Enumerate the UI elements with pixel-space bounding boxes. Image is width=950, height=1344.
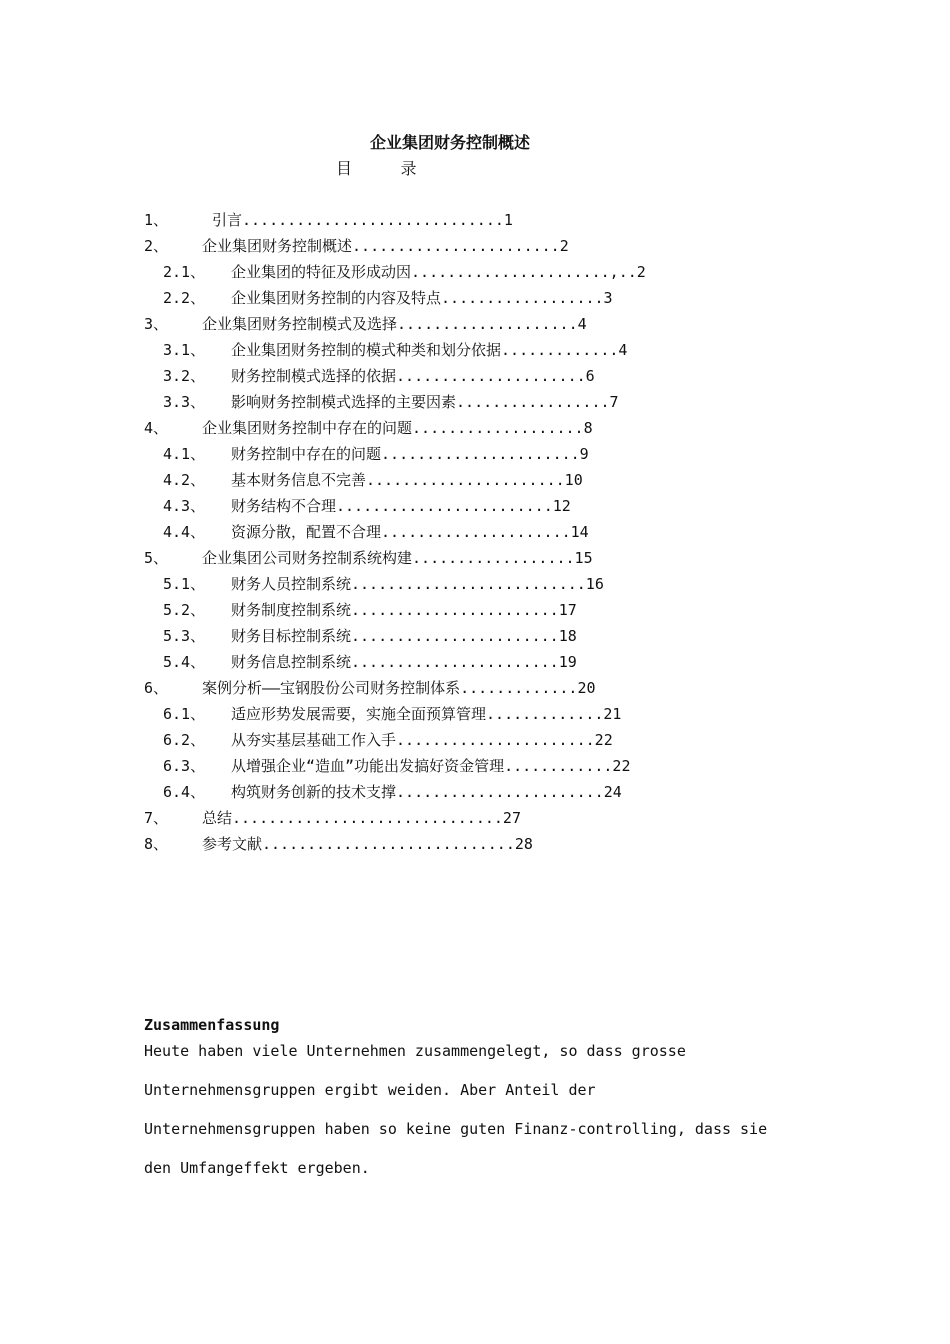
toc-entry-text: 企业集团财务控制的内容及特点..................3 bbox=[231, 289, 613, 307]
document-title: 企业集团财务控制概述 bbox=[369, 133, 530, 152]
toc-entry-text: 从夯实基层基础工作入手......................22 bbox=[231, 731, 613, 749]
toc-entry-number: 5、 bbox=[144, 549, 169, 567]
toc-entry-number: 2.2、 bbox=[163, 289, 206, 307]
toc-entry-number: 5.3、 bbox=[163, 627, 206, 645]
toc-entry-number: 3.1、 bbox=[163, 341, 206, 359]
toc-entry-text: 财务制度控制系统.......................17 bbox=[231, 601, 577, 619]
toc-heading: 目 录 bbox=[336, 159, 419, 178]
toc-entry-number: 6.2、 bbox=[163, 731, 206, 749]
abstract-line: Unternehmensgruppen haben so keine guten Finanz-controlling, dass sie bbox=[144, 1120, 768, 1138]
toc-entry-text: 企业集团财务控制中存在的问题...................8 bbox=[202, 419, 593, 437]
toc-entry-text: 影响财务控制模式选择的主要因素.................7 bbox=[231, 393, 619, 411]
toc-entry bbox=[0, 649, 950, 675]
toc-entry-text: 总结..............................27 bbox=[202, 809, 521, 827]
toc-entry bbox=[0, 441, 950, 467]
toc-entry-text: 财务控制中存在的问题......................9 bbox=[231, 445, 589, 463]
toc-entry-number: 4.1、 bbox=[163, 445, 206, 463]
toc-entry-number: 3.2、 bbox=[163, 367, 206, 385]
toc-entry bbox=[0, 597, 950, 623]
toc-entry-number: 6.1、 bbox=[163, 705, 206, 723]
toc-entry-text: 资源分散，配置不合理.....................14 bbox=[231, 523, 589, 541]
toc-entry-text: 适应形势发展需要，实施全面预算管理.............21 bbox=[231, 705, 622, 723]
toc-entry-number: 5.2、 bbox=[163, 601, 206, 619]
toc-entry-number: 4.3、 bbox=[163, 497, 206, 515]
toc-entry-number: 3.3、 bbox=[163, 393, 206, 411]
toc-entry-text: 企业集团公司财务控制系统构建..................15 bbox=[202, 549, 593, 567]
toc-entry bbox=[0, 363, 950, 389]
abstract-line: Heute haben viele Unternehmen zusammengelegt, so dass grosse bbox=[144, 1042, 686, 1060]
toc-entry bbox=[0, 675, 950, 701]
toc-entry-text: 财务目标控制系统.......................18 bbox=[231, 627, 577, 645]
abstract-line: den Umfangeffekt ergeben. bbox=[144, 1159, 370, 1177]
toc-entry bbox=[0, 779, 950, 805]
toc-entry-text: 企业集团财务控制概述.......................2 bbox=[202, 237, 569, 255]
toc-entry-number: 6.4、 bbox=[163, 783, 206, 801]
toc-entry-number: 8、 bbox=[144, 835, 169, 853]
toc-entry-number: 3、 bbox=[144, 315, 169, 333]
toc-entry-text: 从增强企业“造血”功能出发搞好资金管理............22 bbox=[231, 757, 631, 775]
table-of-contents bbox=[0, 207, 950, 857]
toc-entry-text: 参考文献............................28 bbox=[202, 835, 533, 853]
toc-entry bbox=[0, 727, 950, 753]
toc-entry-text: 企业集团财务控制模式及选择....................4 bbox=[202, 315, 587, 333]
toc-entry bbox=[0, 571, 950, 597]
toc-entry bbox=[0, 753, 950, 779]
toc-entry-number: 4、 bbox=[144, 419, 169, 437]
toc-entry-number: 7、 bbox=[144, 809, 169, 827]
toc-entry bbox=[0, 623, 950, 649]
toc-entry-number: 4.4、 bbox=[163, 523, 206, 541]
toc-entry-text: 企业集团财务控制的模式种类和划分依据.............4 bbox=[231, 341, 628, 359]
toc-entry-text: 构筑财务创新的技术支撑.......................24 bbox=[231, 783, 622, 801]
toc-entry-number: 4.2、 bbox=[163, 471, 206, 489]
toc-entry-text: 财务结构不合理........................12 bbox=[231, 497, 571, 515]
toc-entry bbox=[0, 259, 950, 285]
toc-entry bbox=[0, 389, 950, 415]
toc-entry bbox=[0, 701, 950, 727]
abstract-line: Unternehmensgruppen ergibt weiden. Aber Anteil der bbox=[144, 1081, 596, 1099]
toc-entry bbox=[0, 493, 950, 519]
toc-entry-text: 引言.............................1 bbox=[212, 211, 513, 229]
toc-entry bbox=[0, 831, 950, 857]
toc-entry-number: 6.3、 bbox=[163, 757, 206, 775]
toc-entry bbox=[0, 311, 950, 337]
toc-entry-text: 财务信息控制系统.......................19 bbox=[231, 653, 577, 671]
toc-entry-text: 案例分析——宝钢股份公司财务控制体系.............20 bbox=[202, 679, 596, 697]
toc-entry bbox=[0, 467, 950, 493]
toc-entry-number: 5.1、 bbox=[163, 575, 206, 593]
toc-entry-text: 企业集团的特征及形成动因......................,..2 bbox=[231, 263, 646, 281]
toc-entry-text: 财务人员控制系统..........................16 bbox=[231, 575, 604, 593]
toc-entry bbox=[0, 415, 950, 441]
toc-entry-number: 2.1、 bbox=[163, 263, 206, 281]
toc-entry bbox=[0, 337, 950, 363]
toc-entry-number: 1、 bbox=[144, 211, 169, 229]
toc-entry bbox=[0, 519, 950, 545]
toc-entry bbox=[0, 805, 950, 831]
toc-entry-number: 2、 bbox=[144, 237, 169, 255]
toc-entry-number: 6、 bbox=[144, 679, 169, 697]
toc-entry-text: 基本财务信息不完善......................10 bbox=[231, 471, 583, 489]
toc-entry-text: 财务控制模式选择的依据.....................6 bbox=[231, 367, 595, 385]
toc-entry-number: 5.4、 bbox=[163, 653, 206, 671]
toc-entry bbox=[0, 285, 950, 311]
abstract-section bbox=[144, 1013, 844, 1193]
toc-entry bbox=[0, 545, 950, 571]
abstract-title: Zusammenfassung bbox=[144, 1016, 280, 1034]
toc-entry bbox=[0, 207, 950, 233]
toc-entry bbox=[0, 233, 950, 259]
